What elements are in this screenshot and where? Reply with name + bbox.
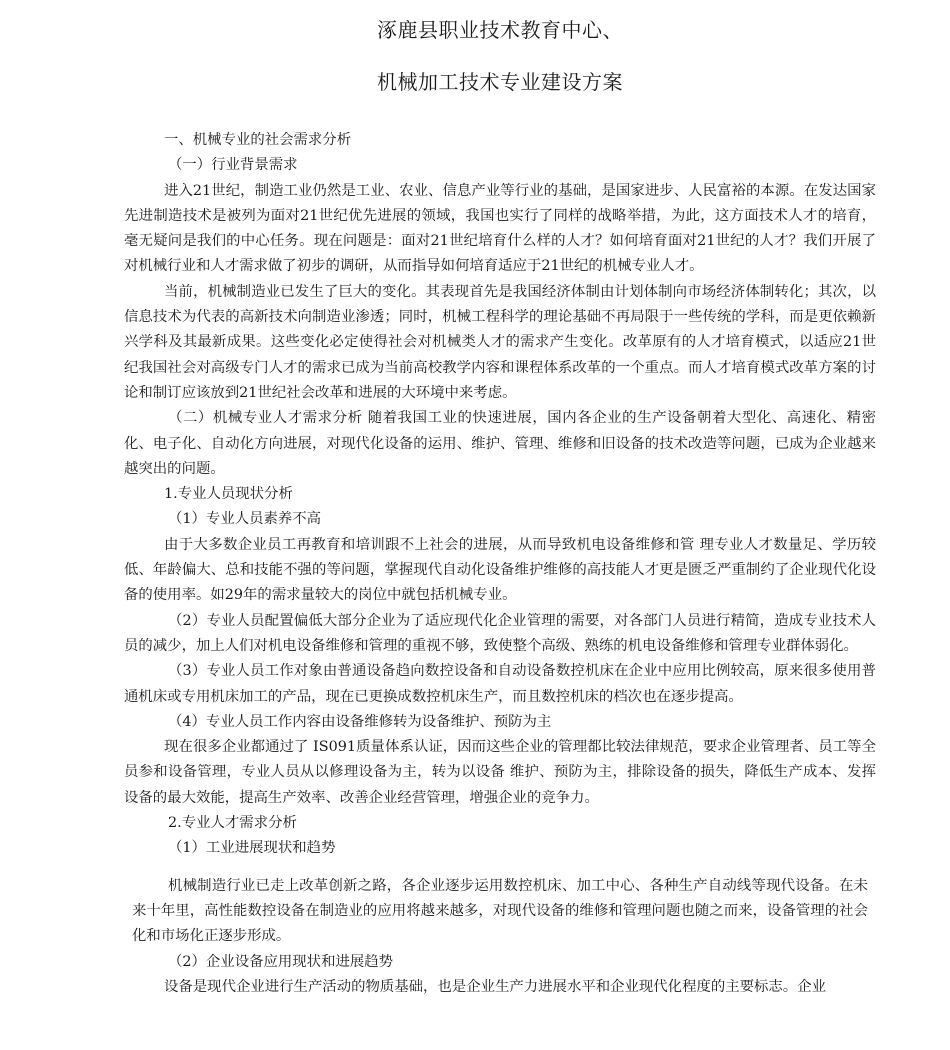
body-paragraph: 由于大多数企业员工再教育和培训跟不上社会的进展，从而导致机电设备维修和管 理专业人才数量足、学历较低、年龄偏大、总和技能不强的等问题，掌握现代自动化设备维护维修的高技能人才更是匮乏严重制约了企业现代化设备的使用率。如29年的需求量较大的岗位中就包括机械专业。 — [124, 536, 876, 604]
body-paragraph: 当前，机械制造业已发生了巨大的变化。其表现首先是我国经济体制由计划体制向市场经济体制转化；其次，以信息技术为代表的高新技术向制造业渗透；同时，机械工程科学的理论基础不再局限于一些传统的学科，而是更依赖新兴学科及其最新成果。这些变化必定使得社会对机械类人才的需求产生变化。改革原有的人才培育模式，以适应21世纪我国社会对高级专门人才的需求已成为当前高校教学内容和课程体系改革的一个重点。而人才培育模式改革方案的讨论和制订应该放到21世纪社会改革和进展的大环境中来考虑。 — [124, 283, 876, 401]
subsection-heading: （4）专业人员工作内容由设备维修转为设备维护、预防为主 — [168, 713, 552, 730]
subsection-heading: （一）行业背景需求 — [168, 157, 298, 174]
body-paragraph: （3）专业人员工作对象由普通设备趋向数控设备和自动设备数控机床在企业中应用比例较高，原来很多使用普通机床或专用机床加工的产品，现在已更换成数控机床生产，而且数控机床的档次也在逐步提高。 — [124, 663, 876, 705]
document-body — [124, 128, 876, 1000]
body-paragraph: 机械制造行业已走上改革创新之路，各企业逐步运用数控机床、加工中心、各种生产自动线等现代设备。在未来十年里，高性能数控设备在制造业的应用将越来越多，对现代设备的维修和管理问题也随之而来，设备管理的社会化和市场化正逐步形成。 — [132, 877, 868, 945]
subsection-heading: （1）专业人员素养不高 — [168, 511, 322, 528]
subsection-heading: 2.专业人才需求分析 — [168, 815, 297, 832]
subsection-heading: 1.专业人员现状分析 — [164, 486, 293, 503]
subsection-heading: （1）工业进展现状和趋势 — [168, 840, 336, 857]
body-paragraph: 设备是现代企业进行生产活动的物质基础，也是企业生产力进展水平和企业现代化程度的主要标志。企业 — [164, 978, 826, 995]
body-paragraph: （2）专业人员配置偏低大部分企业为了适应现代化企业管理的需要，对各部门人员进行精简，造成专业技术人员的减少，加上人们对机电设备维修和管理的重视不够，致使整个高级、熟练的机电设备维修和管理专业群体弱化。 — [124, 612, 876, 654]
document-title-line-1: 涿鹿县职业技术教育中心、 — [377, 18, 623, 42]
document-title-line-2: 机械加工技术专业建设方案 — [377, 70, 623, 94]
body-paragraph: 进入21世纪，制造工业仍然是工业、农业、信息产业等行业的基础，是国家进步、人民富裕的本源。在发达国家先进制造技术是被列为面对21世纪优先进展的领域，我国也实行了同样的战略举措，为此，这方面技术人才的培育，毫无疑问是我们的中心任务。现在问题是：面对21世纪培育什么样的人才？如何培育面对21世纪的人才？我们开展了对机械行业和人才需求做了初步的调研，从而指导如何培育适应于21世纪的机械专业人才。 — [124, 182, 876, 275]
section-heading: 一、机械专业的社会需求分析 — [164, 132, 352, 148]
body-paragraph: （二）机械专业人才需求分析 随着我国工业的快速进展，国内各企业的生产设备朝着大型化、高速化、精密化、电子化、自动化方向进展，对现代化设备的运用、维护、管理、维修和旧设备的技术改造等问题，已成为企业越来越突出的问题。 — [124, 410, 876, 477]
body-paragraph: 现在很多企业都通过了 IS091质量体系认证，因而这些企业的管理都比较法律规范，要求企业管理者、员工等全员参和设备管理，专业人员从以修理设备为主，转为以设备 维护、预防为主，排除设备的损失，降低生产成本、发挥设备的最大效能，提高生产效率、改善企业经营管理，增强企业的竞争力。 — [124, 739, 876, 806]
subsection-heading: （2）企业设备应用现状和进展趋势 — [168, 953, 394, 970]
